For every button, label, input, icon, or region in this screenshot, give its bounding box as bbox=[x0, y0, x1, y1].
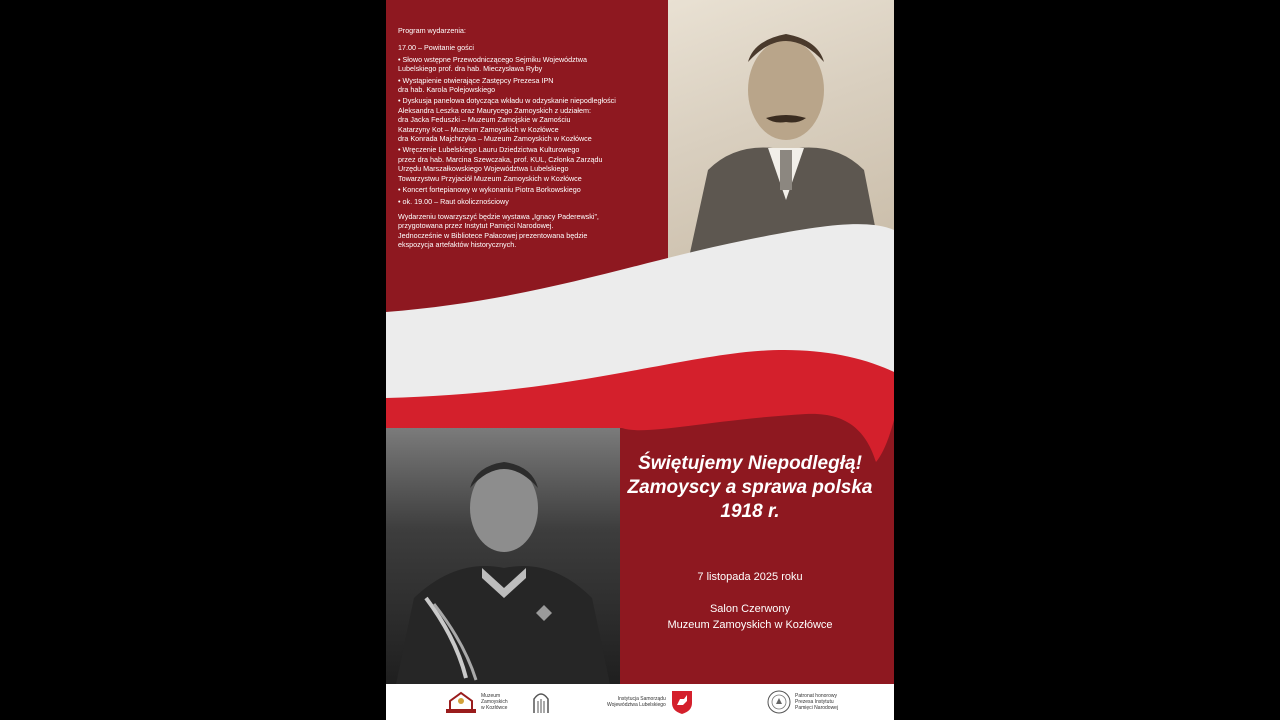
coat-of-arms-icon bbox=[670, 689, 694, 715]
program-item: • ok. 19.00 – Raut okolicznościowy bbox=[398, 196, 509, 206]
voivodeship-logo-text: Instytucja Samorządu Województwa Lubelskiego bbox=[607, 696, 666, 708]
venue-line: Muzeum Zamoyskich w Kozłówce bbox=[667, 619, 833, 631]
event-program bbox=[398, 26, 668, 250]
event-date: 7 listopada 2025 roku bbox=[697, 571, 803, 583]
sponsor-footer bbox=[386, 684, 894, 720]
program-item: • Słowo wstępne Przewodniczącego Sejmiku Województwa Lubelskiego prof. dra hab. Mieczysława Ryby bbox=[398, 54, 587, 74]
voivodeship-logo bbox=[604, 684, 694, 720]
program-heading: Program wydarzenia: bbox=[398, 26, 466, 35]
ipn-logo-text: Patronat honorowy Prezesa Instytutu Pamięci Narodowej bbox=[795, 693, 839, 711]
event-poster bbox=[386, 0, 894, 720]
museum-logo-text: Muzeum Zamoyskich w Kozłówce bbox=[481, 693, 508, 711]
program-item: • Dyskusja panelowa dotycząca wkładu w odzyskanie niepodległości Aleksandra Leszka oraz Maurycego Zamoyskich z udziałem: dra Jacka Feduszki – Muzeum Zamojskie w Zamościu Katarzyny Kot – Muzeum Zamoyskich w Kozłówce dra Konrada Majchrzyka – Muzeum Zamoyskich w Kozłówce bbox=[398, 96, 616, 144]
palace-icon bbox=[444, 689, 478, 715]
museum-logo bbox=[444, 684, 508, 720]
arch-logo bbox=[532, 684, 550, 720]
event-venue bbox=[622, 601, 878, 633]
venue-line: Salon Czerwony bbox=[709, 603, 791, 615]
program-item: • Koncert fortepianowy w wykonaniu Piotra Borkowskiego bbox=[398, 185, 581, 195]
ipn-seal-icon bbox=[766, 689, 792, 715]
title-line: Zamoyscy a sprawa polska bbox=[627, 477, 873, 498]
title-line: Świętujemy Niepodległą! bbox=[638, 453, 862, 474]
title-line: 1918 r. bbox=[720, 501, 780, 522]
program-item: • Wystąpienie otwierające Zastępcy Prezesa IPN dra hab. Karola Polejowskiego bbox=[398, 75, 554, 95]
program-note: Wydarzeniu towarzyszyć będzie wystawa „Ignacy Paderewski”, przygotowana przez Instytut Pamięci Narodowej. Jednocześnie w Bibliotece Pałacowej prezentowana będzie ekspozycja artefaktów historycznych. bbox=[398, 211, 599, 250]
event-title bbox=[622, 452, 878, 524]
program-item: • Wręczenie Lubelskiego Lauru Dziedzictwa Kulturowego przez dra hab. Marcina Szewczaka, prof. KUL, Członka Zarządu Urzędu Marszałkowskiego Województwa Lubelskiego Towarzystwu Przyjaciół Muzeum Zamoyskich w Kozłówce bbox=[398, 145, 603, 183]
ipn-patronage-logo bbox=[766, 684, 838, 720]
program-item: 17.00 – Powitanie gości bbox=[398, 43, 474, 53]
arch-icon bbox=[532, 689, 550, 715]
